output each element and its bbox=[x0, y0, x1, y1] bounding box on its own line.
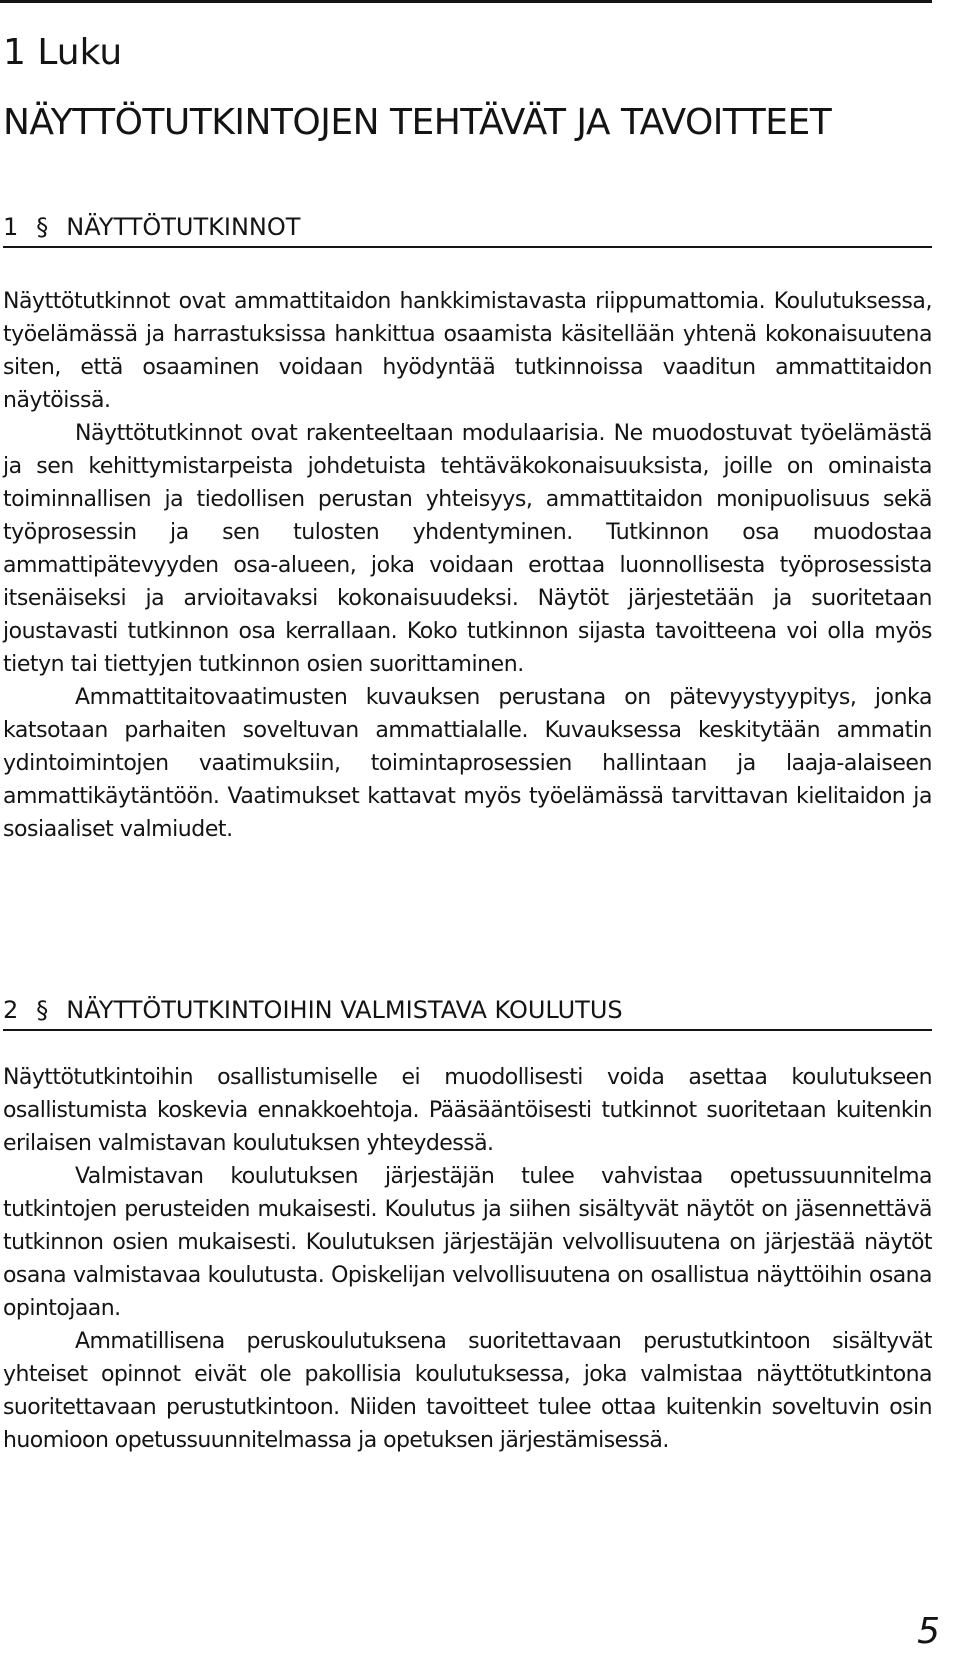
section-body bbox=[3, 1061, 932, 1457]
section-heading bbox=[3, 993, 932, 1031]
paragraph: Näyttötutkinnot ovat rakenteeltaan modulaarisia. Ne muodostuvat työelämästä ja sen kehittymistarpeista johdetuista tehtäväkokonaisuuksista, joille on ominaista toiminnallisen ja tiedollisen perustan yhteisyys, ammattitaidon monipuolisuus sekä työprosessin ja sen tulosten yhdentyminen. Tutkinnon osa muodostaa ammattipätevyyden osa-alueen, joka voidaan erottaa luonnollisesta työprosessista itsenäiseksi ja arvioitavaksi kokonaisuudeksi. Näytöt järjestetään ja suoritetaan joustavasti tutkinnon osa kerrallaan. Koko tutkinnon sijasta tavoitteena voi olla myös tietyn tai tiettyjen tutkinnon osien suorittaminen. bbox=[3, 421, 932, 677]
paragraph: Ammattitaitovaatimusten kuvauksen perustana on pätevyystyypitys, jonka katsotaan parhaiten soveltuvan ammattialalle. Kuvauksessa keskitytään ammatin ydintoimintojen vaatimuksiin, toimintaprosessien hallintaan ja laaja-alaiseen ammattikäytäntöön. Vaatimukset kattavat myös työelämässä tarvittavan kielitaidon ja sosiaaliset valmiudet. bbox=[3, 685, 932, 842]
page-number: 5 bbox=[917, 1611, 940, 1652]
section-title: NÄYTTÖTUTKINTOIHIN VALMISTAVA KOULUTUS bbox=[66, 996, 623, 1024]
paragraph: Ammatillisena peruskoulutuksena suoritettavaan perustutkintoon sisältyvät yhteiset opinnot eivät ole pakollisia koulutuksessa, joka valmistaa näyttötutkintona suoritettavaan perustutkintoon. Niiden tavoitteet tulee ottaa kuitenkin soveltuvin osin huomioon opetussuunnitelmassa ja opetuksen järjestämisessä. bbox=[3, 1329, 932, 1453]
section-number: 1 bbox=[3, 213, 19, 241]
paragraph: Näyttötutkintoihin osallistumiselle ei muodollisesti voida asettaa koulutukseen osallistumista koskevia ennakkoehtoja. Pääsääntöisesti tutkinnot suoritetaan kuitenkin erilaisen valmistavan koulutuksen yhteydessä. bbox=[3, 1065, 932, 1156]
section-sign: § bbox=[36, 996, 49, 1024]
section-number: 2 bbox=[3, 996, 19, 1024]
paragraph: Näyttötutkinnot ovat ammattitaidon hankkimistavasta riippumattomia. Koulutuksessa, työelämässä ja harrastuksissa hankittua osaamista käsitellään yhtenä kokonaisuutena siten, että osaaminen voidaan hyödyntää tutkinnoissa vaaditun ammattitaidon näytöissä. bbox=[3, 289, 932, 413]
section-title: NÄYTTÖTUTKINNOT bbox=[66, 213, 301, 241]
section-sign: § bbox=[36, 213, 49, 241]
section-heading bbox=[3, 210, 932, 248]
chapter-title: NÄYTTÖTUTKINTOJEN TEHTÄVÄT JA TAVOITTEET bbox=[3, 102, 832, 143]
chapter-label: 1 Luku bbox=[3, 32, 123, 73]
top-rule bbox=[0, 0, 932, 3]
section-body bbox=[3, 285, 932, 846]
paragraph: Valmistavan koulutuksen järjestäjän tulee vahvistaa opetussuunnitelma tutkintojen perusteiden mukaisesti. Koulutus ja siihen sisältyvät näytöt on jäsennettävä tutkinnon osien mukaisesti. Koulutuksen järjestäjän velvollisuutena on järjestää näytöt osana valmistavaa koulutusta. Opiskelijan velvollisuutena on osallistua näyttöihin osana opintojaan. bbox=[3, 1164, 932, 1321]
